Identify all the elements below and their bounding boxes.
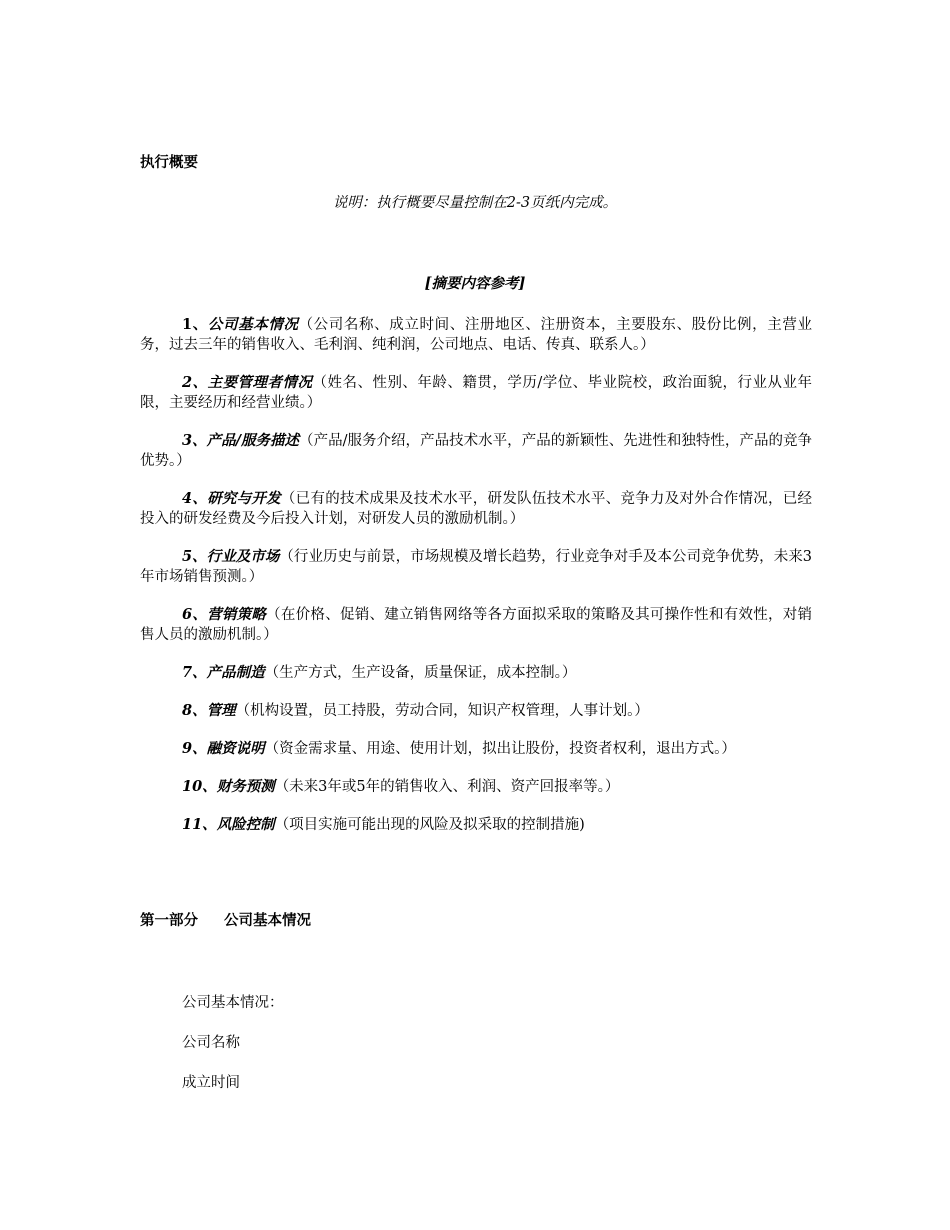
summary-item-management (140, 373, 812, 413)
item-number: 8、 (182, 702, 207, 719)
reference-title: [摘要内容参考] (424, 275, 526, 292)
item-number: 10、 (182, 778, 217, 795)
item-description: （资金需求量、用途、使用计划，拟出让股份，投资者权利，退出方式。） (264, 741, 736, 757)
item-description: （已有的技术成果及技术水平，研发队伍技术水平、竞争力及对外合作情况，已经投入的研发经费及今后投入计划，对研发人员的激励机制。） (140, 491, 813, 527)
part-one-title: 公司基本情况 (224, 912, 311, 929)
item-description: （未来3年或5年的销售收入、利润、资产回报率等。） (274, 779, 620, 795)
item-number: 3、 (182, 432, 207, 449)
summary-item-market (140, 547, 812, 587)
summary-item-product (140, 431, 812, 471)
item-number: 5、 (182, 548, 207, 565)
item-description: （生产方式，生产设备，质量保证，成本控制。） (264, 665, 577, 681)
basic-info-label: 公司基本情况： (182, 995, 284, 1011)
summary-item-financial-forecast (140, 777, 812, 797)
item-name: 管理 (206, 702, 236, 719)
summary-item-administration (140, 701, 812, 721)
part-one-heading (140, 911, 311, 931)
exec-summary-note: 说明：执行概要尽量控制在2-3页纸内完成。 (332, 195, 618, 211)
item-name: 财务预测 (216, 778, 275, 795)
item-description: （行业历史与前景，市场规模及增长趋势，行业竞争对手及本公司竞争优势，未来3年市场销售预测。） (140, 549, 812, 585)
summary-item-financing (140, 739, 812, 759)
summary-item-manufacturing (140, 663, 812, 683)
item-number: 6、 (182, 606, 208, 623)
item-number: 1、 (182, 316, 208, 333)
established-label: 成立时间 (182, 1075, 240, 1091)
item-name: 公司基本情况 (207, 316, 299, 333)
item-name: 营销策略 (207, 606, 267, 623)
summary-item-company-info (140, 315, 812, 355)
item-name: 风险控制 (216, 816, 275, 833)
item-description: （机构设置，员工持股，劳动合同，知识产权管理，人事计划。） (235, 703, 649, 719)
item-name: 行业及市场 (206, 548, 280, 565)
summary-item-risk-control (140, 815, 812, 835)
item-description: （产品/服务介绍，产品技术水平，产品的新颖性、先进性和独特性，产品的竞争优势。） (140, 433, 813, 469)
part-one-label: 第一部分 (140, 912, 198, 929)
item-number: 11、 (182, 816, 217, 833)
summary-item-rnd (140, 489, 812, 529)
item-name: 产品制造 (206, 664, 265, 681)
item-number: 9、 (182, 740, 207, 757)
summary-items-list (140, 315, 812, 853)
company-name-label: 公司名称 (182, 1035, 240, 1051)
exec-summary-heading: 执行概要 (140, 154, 198, 171)
item-name: 产品/服务描述 (206, 432, 300, 449)
summary-item-marketing (140, 605, 812, 645)
item-description: （在价格、促销、建立销售网络等各方面拟采取的策略及其可操作性和有效性，对销售人员的激励机制。） (140, 607, 813, 643)
item-number: 4、 (182, 490, 208, 507)
item-description: （公司名称、成立时间、注册地区、注册资本，主要股东、股份比例，主营业务，过去三年的销售收入、毛利润、纯利润，公司地点、电话、传真、联系人。） (140, 317, 813, 353)
item-description: （姓名、性别、年龄、籍贯，学历/学位、毕业院校，政治面貌，行业从业年限，主要经历和经营业绩。） (140, 375, 813, 411)
item-description: （项目实施可能出现的风险及拟采取的控制措施) (274, 817, 585, 833)
item-name: 融资说明 (206, 740, 265, 757)
item-number: 7、 (182, 664, 207, 681)
item-name: 主要管理者情况 (207, 374, 313, 391)
item-name: 研究与开发 (207, 490, 281, 507)
item-number: 2、 (182, 374, 208, 391)
